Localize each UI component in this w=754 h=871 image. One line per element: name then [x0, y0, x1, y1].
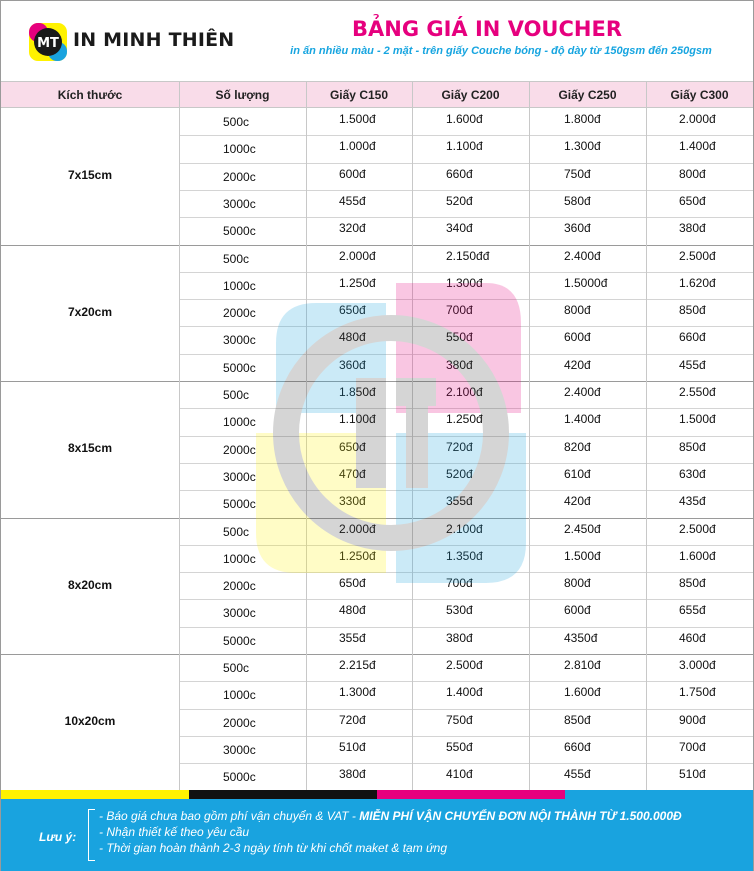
- column-divider: [179, 81, 180, 791]
- page-subtitle: in ấn nhiều màu - 2 mặt - trên giấy Couche bóng - độ dày từ 150gsm đến 250gsm: [290, 45, 712, 57]
- quantity-cell: 2000c: [223, 306, 256, 321]
- quantity-cell: 500c: [223, 661, 250, 675]
- price-cell: 1.250đ: [339, 275, 376, 290]
- quantity-cell: 3000c: [223, 606, 256, 621]
- price-cell: 2.215đ: [339, 658, 376, 672]
- row-divider: [179, 545, 753, 546]
- price-cell: 655đ: [679, 603, 706, 618]
- price-cell: 1.500đ: [679, 412, 716, 427]
- row-divider: [179, 463, 753, 464]
- price-cell: 1.250đ: [339, 548, 376, 563]
- row-divider: [179, 436, 753, 437]
- price-cell: 1.600đ: [679, 548, 716, 563]
- page-title: BẢNG GIÁ IN VOUCHER: [352, 17, 622, 41]
- note-shipping-text: - Báo giá chưa bao gồm phí vận chuyển & VAT -: [99, 809, 360, 823]
- row-divider: [179, 190, 753, 191]
- quantity-cell: 2000c: [223, 442, 256, 457]
- row-divider: [179, 299, 753, 300]
- quantity-cell: 5000c: [223, 633, 256, 648]
- price-cell: 850đ: [564, 712, 591, 727]
- price-cell: 2.550đ: [679, 385, 716, 399]
- price-cell: 420đ: [564, 494, 591, 509]
- price-cell: 1.300đ: [564, 139, 601, 154]
- price-cell: 660đ: [446, 166, 473, 181]
- price-cell: 650đ: [339, 576, 366, 591]
- price-cell: 550đ: [446, 739, 473, 754]
- price-cell: 1.350đ: [446, 548, 483, 563]
- row-divider: [179, 326, 753, 327]
- quantity-cell: 2000c: [223, 579, 256, 594]
- column-divider: [306, 81, 307, 791]
- price-cell: 630đ: [679, 466, 706, 481]
- group-divider: [1, 381, 753, 382]
- quantity-cell: 3000c: [223, 469, 256, 484]
- price-cell: 800đ: [564, 576, 591, 591]
- header-c200: Giấy C200: [441, 88, 500, 102]
- price-cell: 520đ: [446, 466, 473, 481]
- color-bar-cyan: [565, 790, 753, 799]
- price-cell: 1.620đ: [679, 275, 716, 290]
- price-cell: 320đ: [339, 221, 366, 236]
- price-cell: 380đ: [679, 221, 706, 236]
- price-cell: 455đ: [679, 357, 706, 372]
- price-cell: 1.300đ: [339, 685, 376, 700]
- price-cell: 330đ: [339, 494, 366, 509]
- row-divider: [179, 490, 753, 491]
- price-cell: 2.000đ: [679, 112, 716, 126]
- price-cell: 850đ: [679, 576, 706, 591]
- quantity-cell: 500c: [223, 251, 250, 266]
- column-divider: [529, 81, 530, 791]
- price-cell: 510đ: [679, 767, 706, 782]
- price-cell: 2.100đ: [446, 385, 483, 399]
- row-divider: [179, 736, 753, 737]
- quantity-cell: 5000c: [223, 360, 256, 375]
- row-divider: [179, 599, 753, 600]
- logo-monogram: MT: [37, 36, 59, 51]
- price-cell: 2.500đ: [679, 248, 716, 263]
- row-divider: [179, 763, 753, 764]
- price-cell: 600đ: [564, 330, 591, 345]
- note-turnaround: - Thời gian hoàn thành 2-3 ngày tính từ khi chốt maket & tạm ứng: [99, 841, 447, 855]
- price-cell: 2.810đ: [564, 658, 601, 672]
- quantity-cell: 500c: [223, 524, 250, 539]
- price-cell: 2.400đ: [564, 248, 601, 263]
- price-cell: 650đ: [339, 439, 366, 454]
- note-design: - Nhận thiết kế theo yêu cầu: [99, 825, 250, 839]
- price-cell: 700đ: [446, 576, 473, 591]
- price-cell: 1.800đ: [564, 112, 601, 126]
- price-cell: 455đ: [339, 193, 366, 208]
- price-cell: 800đ: [679, 166, 706, 181]
- price-cell: 750đ: [564, 166, 591, 181]
- column-divider: [412, 81, 413, 791]
- row-divider: [179, 408, 753, 409]
- row-divider: [179, 163, 753, 164]
- quantity-cell: 1000c: [223, 278, 256, 293]
- price-cell: 1.850đ: [339, 385, 376, 399]
- quantity-cell: 5000c: [223, 770, 256, 785]
- quantity-cell: 1000c: [223, 415, 256, 430]
- row-divider: [179, 354, 753, 355]
- price-cell: 510đ: [339, 739, 366, 754]
- size-cell: 8x20cm: [67, 577, 113, 592]
- brand-name: IN MINH THIÊN: [73, 29, 235, 51]
- price-cell: 610đ: [564, 466, 591, 481]
- row-divider: [179, 572, 753, 573]
- size-cell: 7x20cm: [67, 304, 113, 319]
- price-cell: 355đ: [446, 494, 473, 509]
- size-cell: 8x15cm: [67, 441, 113, 456]
- color-bar-yellow: [1, 790, 189, 799]
- price-cell: 470đ: [339, 466, 366, 481]
- price-cell: 750đ: [446, 712, 473, 727]
- price-cell: 660đ: [564, 739, 591, 754]
- price-cell: 360đ: [564, 221, 591, 236]
- price-cell: 410đ: [446, 767, 473, 782]
- watermark-logo-icon: [256, 283, 526, 583]
- quantity-cell: 2000c: [223, 715, 256, 730]
- header-c250: Giấy C250: [558, 88, 617, 102]
- price-cell: 480đ: [339, 603, 366, 618]
- row-divider: [179, 709, 753, 710]
- header-size: Kích thước: [57, 88, 123, 102]
- price-cell: 720đ: [339, 712, 366, 727]
- price-cell: 530đ: [446, 603, 473, 618]
- price-cell: 380đ: [446, 357, 473, 372]
- price-cell: 720đ: [446, 439, 473, 454]
- price-cell: 420đ: [564, 357, 591, 372]
- quantity-cell: 3000c: [223, 333, 256, 348]
- quantity-cell: 5000c: [223, 497, 256, 512]
- group-divider: [1, 654, 753, 655]
- size-cell: 7x15cm: [67, 168, 113, 183]
- price-cell: 1.400đ: [564, 412, 601, 427]
- price-cell: 380đ: [339, 767, 366, 782]
- price-cell: 850đ: [679, 303, 706, 318]
- price-cell: 4350đ: [564, 630, 598, 645]
- price-cell: 2.000đ: [339, 248, 376, 263]
- price-cell: 600đ: [564, 603, 591, 618]
- price-cell: 900đ: [679, 712, 706, 727]
- price-cell: 700đ: [679, 739, 706, 754]
- quantity-cell: 1000c: [223, 551, 256, 566]
- row-divider: [179, 272, 753, 273]
- price-cell: 460đ: [679, 630, 706, 645]
- column-divider: [646, 81, 647, 791]
- header-c150: Giấy C150: [329, 88, 389, 102]
- price-cell: 1.250đ: [446, 412, 483, 427]
- price-cell: 2.100đ: [446, 521, 483, 536]
- notes-bracket: [88, 809, 95, 861]
- price-cell: 1.000đ: [339, 139, 376, 154]
- header-quantity: Số lượng: [215, 88, 270, 102]
- note-shipping: [99, 809, 682, 823]
- price-cell: 1.100đ: [446, 139, 483, 154]
- size-cell: 10x20cm: [64, 714, 116, 729]
- group-divider: [1, 245, 753, 246]
- color-bar-black: [189, 790, 377, 799]
- price-cell: 1.600đ: [446, 112, 483, 126]
- price-cell: 2.500đ: [446, 658, 483, 672]
- price-cell: 435đ: [679, 494, 706, 509]
- price-cell: 1.100đ: [339, 412, 376, 427]
- quantity-cell: 5000c: [223, 224, 256, 239]
- quantity-cell: 2000c: [223, 169, 256, 184]
- quantity-cell: 3000c: [223, 196, 256, 211]
- note-free-shipping: MIỄN PHÍ VẬN CHUYỂN ĐƠN NỘI THÀNH TỪ 1.500.000Đ: [359, 809, 682, 823]
- price-cell: 1.400đ: [679, 139, 716, 154]
- price-cell: 340đ: [446, 221, 473, 236]
- price-cell: 355đ: [339, 630, 366, 645]
- price-cell: 700đ: [446, 303, 473, 318]
- price-cell: 2.150đđ: [446, 248, 490, 263]
- price-cell: 580đ: [564, 193, 591, 208]
- price-cell: 600đ: [339, 166, 366, 181]
- price-cell: 1.300đ: [446, 275, 483, 290]
- quantity-cell: 1000c: [223, 142, 256, 157]
- price-cell: 520đ: [446, 193, 473, 208]
- price-cell: 380đ: [446, 630, 473, 645]
- price-cell: 2.500đ: [679, 521, 716, 536]
- group-divider: [1, 518, 753, 519]
- price-cell: 1.400đ: [446, 685, 483, 700]
- quantity-cell: 1000c: [223, 688, 256, 703]
- color-bar-magenta: [377, 790, 565, 799]
- price-cell: 1.5000đ: [564, 275, 608, 290]
- price-cell: 550đ: [446, 330, 473, 345]
- row-divider: [179, 217, 753, 218]
- price-cell: 820đ: [564, 439, 591, 454]
- price-cell: 3.000đ: [679, 658, 716, 672]
- row-divider: [179, 135, 753, 136]
- row-divider: [179, 627, 753, 628]
- price-cell: 1.750đ: [679, 685, 716, 700]
- price-cell: 800đ: [564, 303, 591, 318]
- price-cell: 1.600đ: [564, 685, 601, 700]
- header-c300: Giấy C300: [670, 88, 729, 102]
- quantity-cell: 3000c: [223, 742, 256, 757]
- price-cell: 480đ: [339, 330, 366, 345]
- price-cell: 1.500đ: [339, 112, 376, 126]
- price-cell: 650đ: [679, 193, 706, 208]
- price-cell: 360đ: [339, 357, 366, 372]
- price-cell: 650đ: [339, 303, 366, 318]
- price-cell: 2.450đ: [564, 521, 601, 536]
- notes-label: Lưu ý:: [39, 830, 77, 844]
- price-cell: 1.500đ: [564, 548, 601, 563]
- price-cell: 850đ: [679, 439, 706, 454]
- brand-logo-icon: [29, 23, 67, 61]
- price-cell: 660đ: [679, 330, 706, 345]
- page-header: [1, 1, 753, 81]
- table-header-row: [1, 81, 753, 108]
- quantity-cell: 500c: [223, 115, 250, 129]
- notes-footer: [1, 799, 753, 871]
- quantity-cell: 500c: [223, 388, 250, 402]
- price-cell: 455đ: [564, 767, 591, 782]
- price-cell: 2.000đ: [339, 521, 376, 536]
- price-cell: 2.400đ: [564, 385, 601, 399]
- row-divider: [179, 681, 753, 682]
